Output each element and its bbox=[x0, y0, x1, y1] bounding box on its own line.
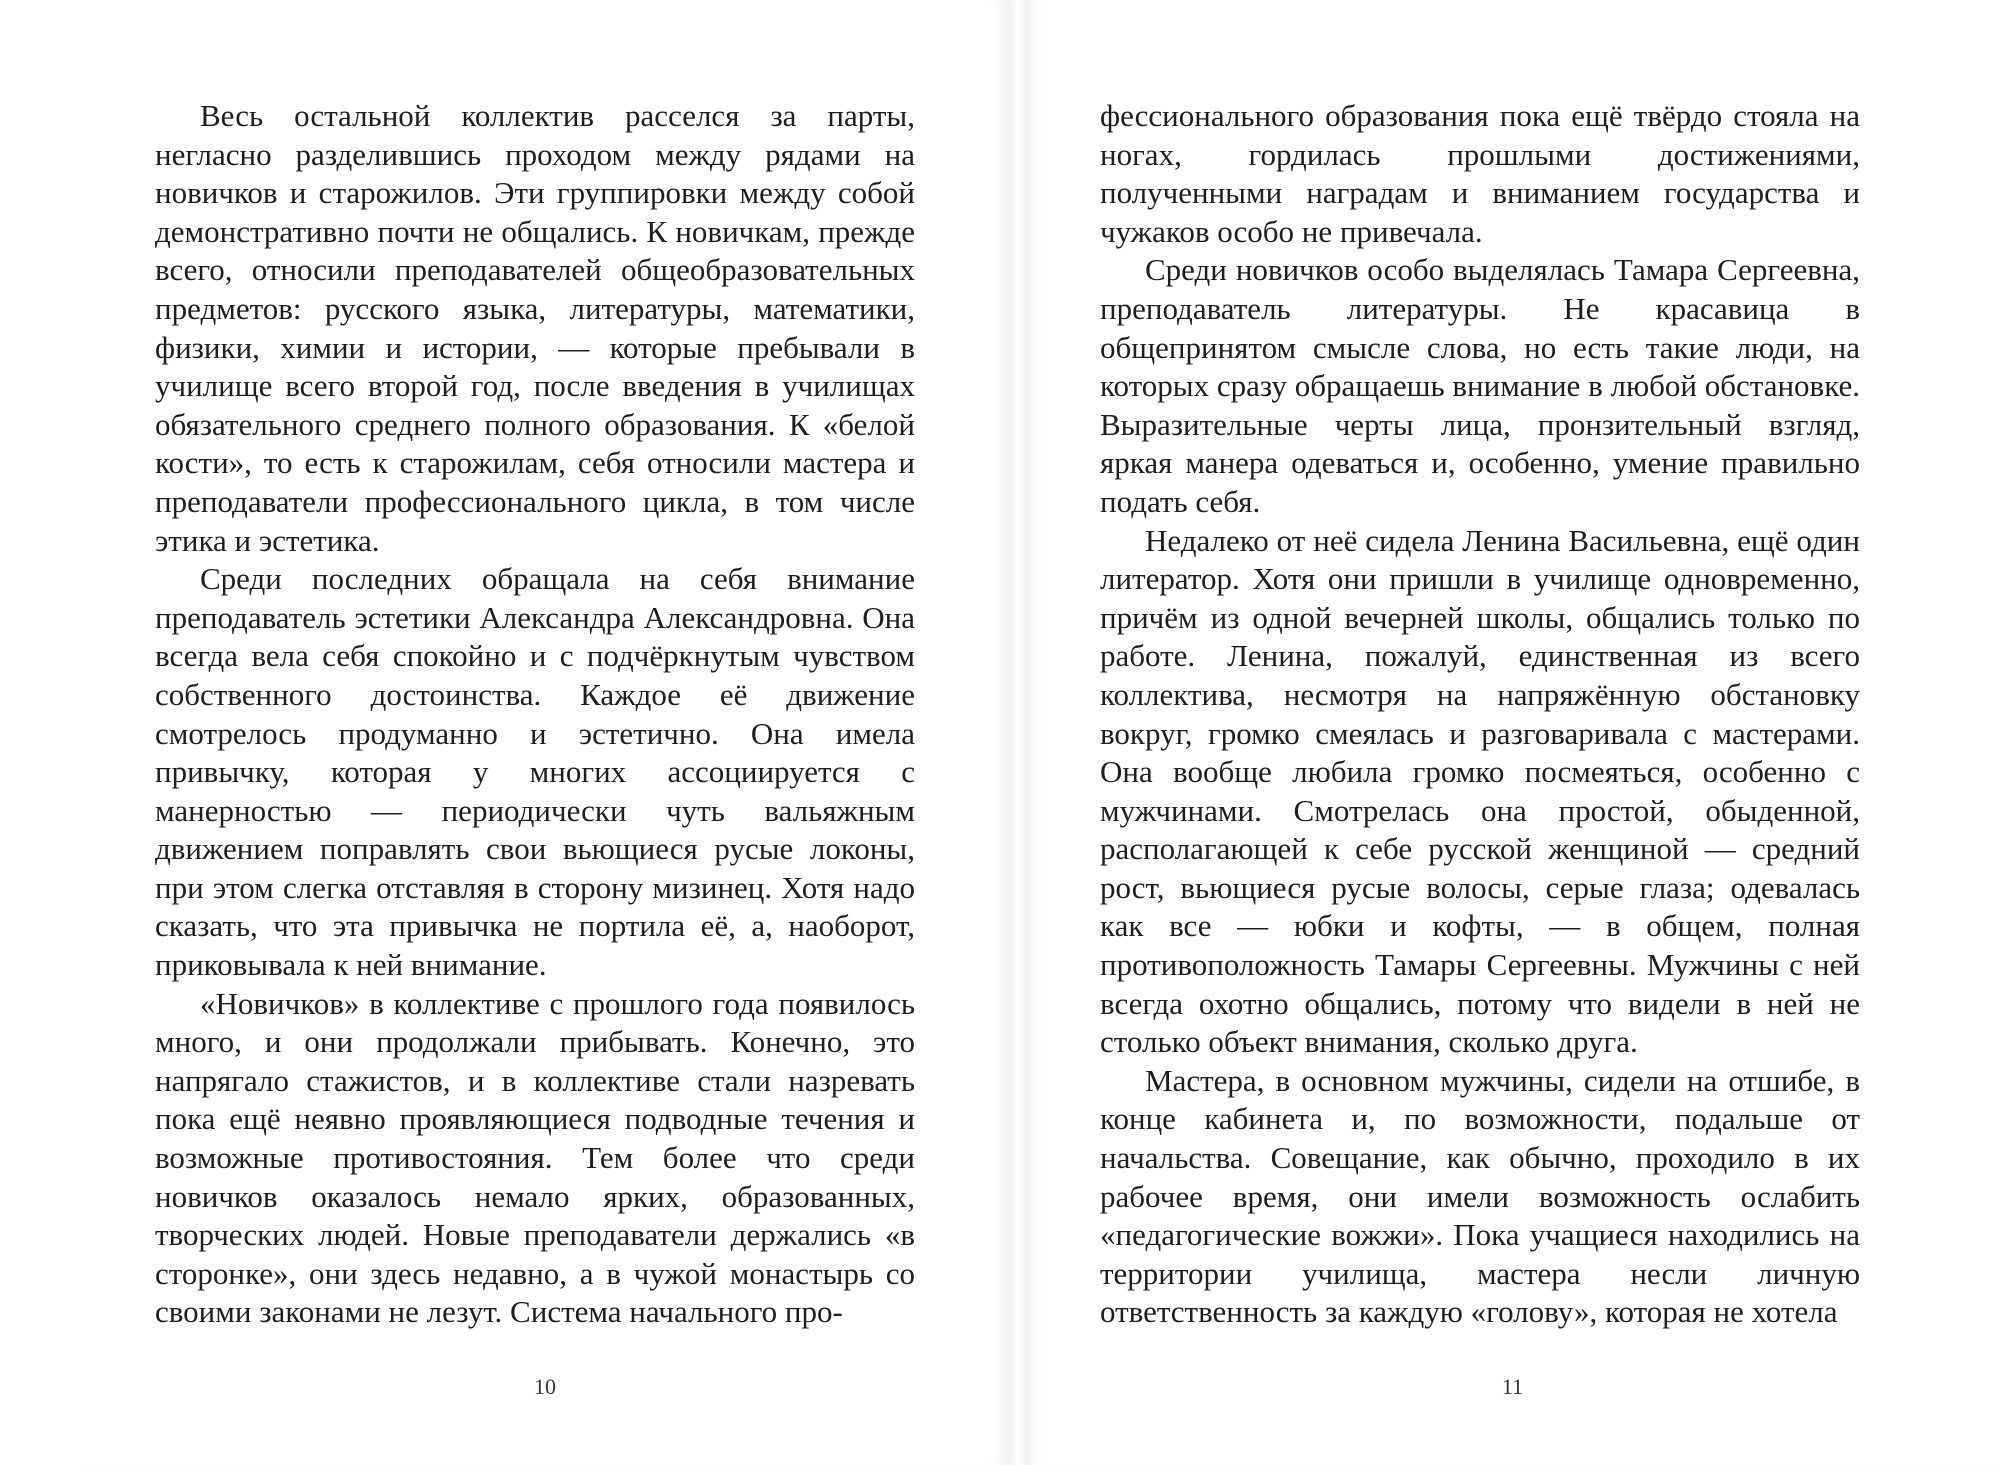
paragraph-continuation: фессионального образования пока ещё твёрдо стояла на ногах, гордилась прошлыми достижениями, полученными наградам и вниманием государства и чужаков особо не привечала. bbox=[1100, 98, 1860, 249]
paragraph: Среди последних обращала на себя внимание преподаватель эстетики Александра Александровна. Она всегда вела себя спокойно и с подчёркнутым чувством собственного достоинства. Каждое её движение смотрелось продуманно и эстетично. Она имела привычку, которая у многих ассоциируется с манерностью — периодически чуть вальяжным движением поправлять свои вьющиеся русые локоны, при этом слегка отставляя в сторону мизинец. Хотя надо сказать, что эта привычка не портила её, а, наоборот, приковывала к ней внимание. bbox=[155, 561, 915, 983]
page-number: 10 bbox=[534, 1374, 556, 1399]
page-number: 11 bbox=[1501, 1374, 1524, 1399]
paragraph: Мастера, в основном мужчины, сидели на отшибе, в конце кабинета и, по возможности, подальше от начальства. Совещание, как обычно, проходило в их рабочее время, они имели возможность ослабить «педагогические вожжи». Пока учащиеся находились на территории училища, мастера несли личную ответственность за каждую «голову», которая не хотела bbox=[1100, 1062, 1860, 1330]
left-page bbox=[80, 0, 1010, 1465]
left-page-text bbox=[155, 97, 915, 1332]
paragraph: Среди новичков особо выделялась Тамара Сергеевна, преподаватель литературы. Не красавица в общепринятом смысле слова, но есть такие люди, на которых сразу обращаешь внимание в любой обстановке. Выразительные черты лица, пронзительный взгляд, яркая манера одеваться и, особенно, умение правильно подать себя. bbox=[1100, 252, 1860, 519]
right-page bbox=[1025, 0, 2000, 1465]
paragraph: Весь остальной коллектив расселся за парты, негласно разделившись проходом между рядами на новичков и старожилов. Эти группировки между собой демонстративно почти не общались. К новичкам, прежде всего, относили преподавателей общеобразовательных предметов: русского языка, литературы, математики, физики, химии и истории, — которые пребывали в училище всего второй год, после введения в училищах обязательного среднего полного образования. К «белой кости», то есть к старожилам, себя относили мастера и преподаватели профессионального цикла, в том числе этика и эстетика. bbox=[155, 98, 915, 558]
paragraph: Недалеко от неё сидела Ленина Васильевна, ещё один литератор. Хотя они пришли в училище одновременно, причём из одной вечерней школы, общались только по работе. Ленина, пожалуй, единственная из всего коллектива, несмотря на напряжённую обстановку вокруг, громко смеялась и разговаривала с мастерами. Она вообще любила громко посмеяться, особенно с мужчинами. Смотрелась она простой, обыденной, располагающей к себе русской женщиной — средний рост, вьющиеся русые волосы, серые глаза; одевалась как все — юбки и кофты, — в общем, полная противоположность Тамары Сергеевны. Мужчины с ней всегда охотно общались, потому что видели в ней не столько объект внимания, сколько друга. bbox=[1100, 522, 1860, 1060]
right-page-text bbox=[1100, 97, 1860, 1332]
paragraph: «Новичков» в коллективе с прошлого года появилось много, и они продолжали прибывать. Конечно, это напрягало стажистов, и в коллективе стали назревать пока ещё неявно проявляющиеся подводные течения и возможные противостояния. Тем более что среди новичков оказалось немало ярких, образованных, творческих людей. Новые преподаватели держались «в сторонке», они здесь недавно, а в чужой монастырь со своими законами не лезут. Система начального про- bbox=[155, 985, 915, 1330]
book-gutter bbox=[1010, 0, 1025, 1465]
